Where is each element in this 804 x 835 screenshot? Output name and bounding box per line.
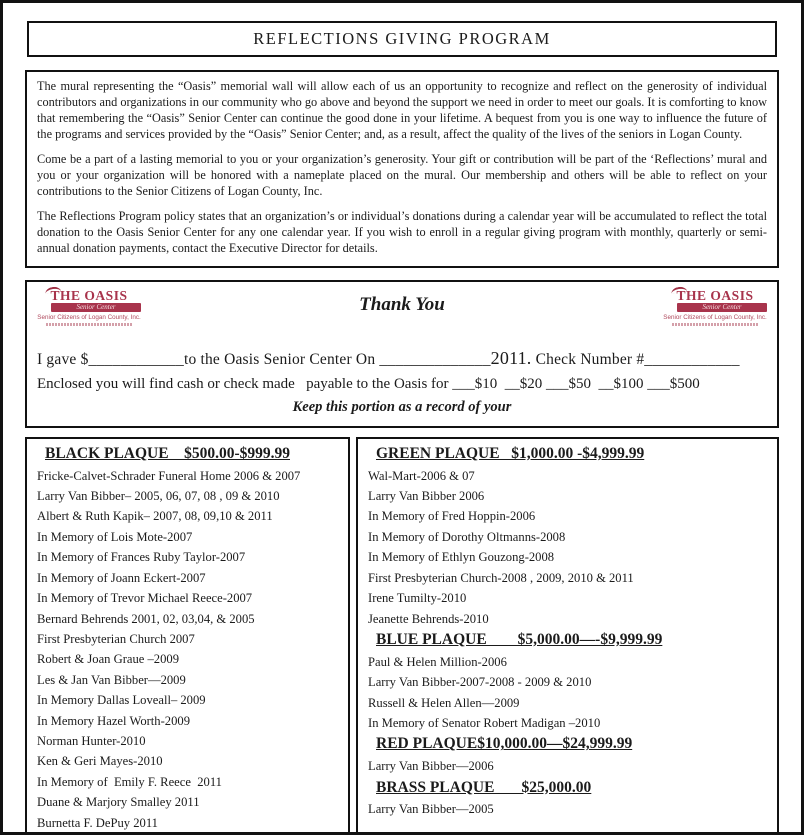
donor-list-item: Wal-Mart-2006 & 07 <box>368 468 475 483</box>
donor-list-item: Russell & Helen Allen—2009 <box>368 695 520 710</box>
amount-blank: ____________ <box>88 350 184 368</box>
donor-list-item: Paul & Helen Million-2006 <box>368 654 507 669</box>
donor-list-item: In Memory of Joann Eckert-2007 <box>37 570 206 585</box>
check-number-blank: ____________ <box>644 350 740 368</box>
oasis-logo-left <box>37 286 141 327</box>
intro-section <box>25 70 779 268</box>
donor-list-item: Bernard Behrends 2001, 02, 03,04, & 2005 <box>37 611 255 626</box>
donor-list-item: In Memory Hazel Worth-2009 <box>37 713 190 728</box>
donor-list-item: Duane & Marjory Smalley 2011 <box>37 795 200 810</box>
gave-line <box>37 348 767 369</box>
donor-list-item: Larry Van Bibber– 2005, 06, 07, 08 , 09 & 2010 <box>37 489 280 504</box>
gave-text-1: I gave $ <box>37 350 89 368</box>
logo-org-line: Senior Citizens of Logan County, Inc. <box>37 314 141 322</box>
check-number-label: Check Number # <box>531 350 645 368</box>
logo-name: THE OASIS <box>50 287 128 303</box>
keep-portion-note: Keep this portion as a record of your <box>292 398 512 415</box>
plaque-tier-header: RED PLAQUE$10,000.00—$24,999.99 <box>376 735 633 753</box>
oasis-logo-right <box>663 286 767 327</box>
intro-paragraph-1: The mural representing the “Oasis” memorial wall will allow each of us an opportunity to recognize and reflect on the generosity of individual contributors and organizations in our community who go above and beyond the support we need in order to meet our goals. It is comforting to know that remembering the “Oasis” Senior Center can continue the good done in your lifetime. A bequest from you is one way to influence the future of the programs and services provided by the “Oasis” Senior Center; and, as a result, affect the quality of the lives of the seniors in Logan County. <box>37 79 767 141</box>
plaque-tier-header: BRASS PLAQUE $25,000.00 <box>376 778 592 796</box>
page-title: REFLECTIONS GIVING PROGRAM <box>253 29 551 48</box>
intro-paragraph-3: The Reflections Program policy states that an organization’s or individual’s donations during a calendar year will be accumulated to reflect the total donation to the Oasis Senior Center for any one calendar year. If you wish to enroll in a regular giving program with monthly, quarterly or semi-annual donation payments, contact the Executive Director for details. <box>37 208 767 255</box>
donor-list-item: Albert & Ruth Kapik– 2007, 08, 09,10 & 2011 <box>37 509 273 524</box>
plaque-column-left <box>25 437 350 835</box>
thank-you-heading: Thank You <box>359 293 445 315</box>
thank-you-section <box>25 280 779 428</box>
donor-list-item: In Memory of Ethlyn Gouzong-2008 <box>368 550 555 565</box>
donor-list-item: First Presbyterian Church-2008 , 2009, 2010 & 2011 <box>368 570 634 585</box>
enclosed-line: Enclosed you will find cash or check made payable to the Oasis for ___$10 __$20 ___$50 __$100 ___$500 <box>37 375 700 392</box>
donor-list-item: In Memory of Fred Hoppin-2006 <box>368 509 536 524</box>
donor-list-item: Larry Van Bibber 2006 <box>368 489 485 504</box>
plaque-column-right <box>356 437 779 835</box>
donor-list-item: In Memory of Senator Robert Madigan –2010 <box>368 715 601 730</box>
plaque-tier-header: GREEN PLAQUE $1,000.00 -$4,999.99 <box>376 444 645 462</box>
donor-list-item: Fricke-Calvet-Schrader Funeral Home 2006 & 2007 <box>37 468 301 483</box>
title-box <box>27 21 777 57</box>
logo-tagline-strip <box>46 323 132 326</box>
donor-list-item: In Memory of Frances Ruby Taylor-2007 <box>37 550 246 565</box>
donor-list-item: Jeanette Behrends-2010 <box>368 611 489 626</box>
gave-text-2: to the Oasis Senior Center On <box>183 350 380 368</box>
plaque-columns <box>25 437 779 835</box>
logo-tagline-strip <box>672 323 758 326</box>
donor-list-item: Burnetta F. DePuy 2011 <box>37 815 158 830</box>
intro-paragraph-2: Come be a part of a lasting memorial to you or your organization’s generosity. Your gift or contribution will be part of the ‘Reflections’ mural and you or your organization will be honored with a nameplate placed on the mural. Our membership and others will be able to reflect on your contributions to the Senior Citizens of Logan County, Inc. <box>37 151 767 198</box>
plaque-tier-header: BLUE PLAQUE $5,000.00—-$9,999.99 <box>376 630 663 648</box>
donor-list-item: Irene Tumilty-2010 <box>368 591 467 606</box>
donor-list-item: Larry Van Bibber—2006 <box>368 759 494 774</box>
logo-banner: Senior Center <box>51 303 141 312</box>
donor-list-item: In Memory of Dorothy Oltmanns-2008 <box>368 529 566 544</box>
donor-list-item: Robert & Joan Graue –2009 <box>37 652 179 667</box>
plaque-tier-header: BLACK PLAQUE $500.00-$999.99 <box>45 444 290 462</box>
donor-list-item: In Memory of Emily F. Reece 2011 <box>37 774 222 789</box>
donor-list-item: Les & Jan Van Bibber—2009 <box>37 672 186 687</box>
donor-list-item: In Memory Dallas Loveall– 2009 <box>37 693 206 708</box>
donor-list-item: In Memory of Trevor Michael Reece-2007 <box>37 591 253 606</box>
donor-list-item: Larry Van Bibber—2005 <box>368 802 494 817</box>
donor-list-item: Norman Hunter-2010 <box>37 733 146 748</box>
logo-name: THE OASIS <box>676 287 754 303</box>
year-text: 2011. <box>490 347 532 368</box>
donor-list-item: Larry Van Bibber-2007-2008 - 2009 & 2010 <box>368 675 592 690</box>
donor-list-item: In Memory of Lois Mote-2007 <box>37 529 193 544</box>
logo-banner: Senior Center <box>677 303 767 312</box>
donor-list-item: First Presbyterian Church 2007 <box>37 631 195 646</box>
donor-list-item: Ken & Geri Mayes-2010 <box>37 754 163 769</box>
logo-org-line: Senior Citizens of Logan County, Inc. <box>663 314 767 322</box>
date-blank: ______________ <box>379 350 491 368</box>
